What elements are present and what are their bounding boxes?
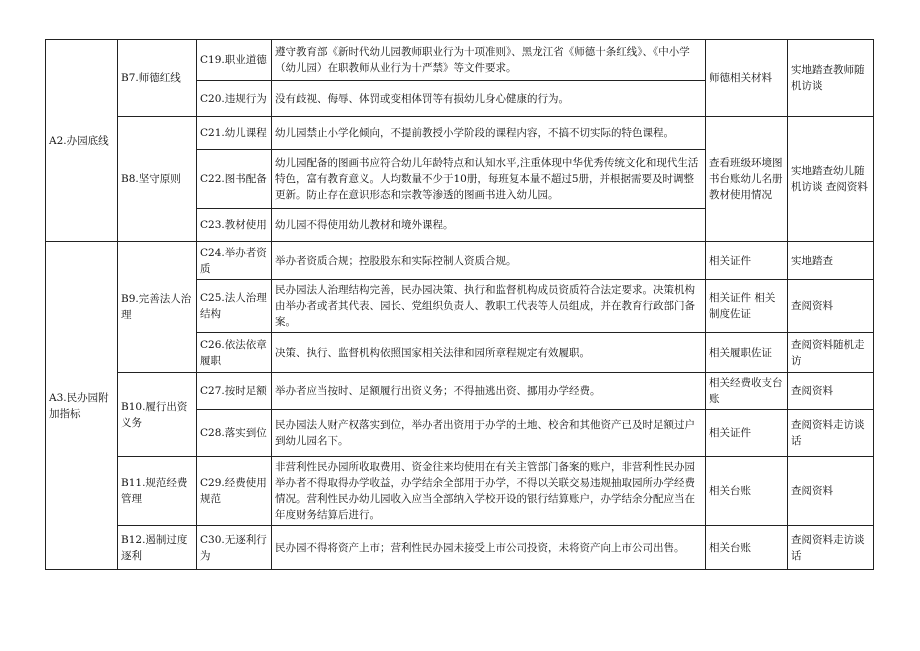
desc-c20: 没有歧视、侮辱、体罚或变相体罚等有损幼儿身心健康的行为。 (272, 81, 706, 117)
indicator-c23: C23.教材使用 (197, 209, 272, 242)
method-c25: 查阅资料 (788, 280, 874, 333)
method-b7: 实地踏查教师随机访谈 (788, 40, 874, 117)
desc-c26: 决策、执行、监督机构依照国家相关法律和园所章程规定有效履职。 (272, 333, 706, 373)
desc-c27: 举办者应当按时、足额履行出资义务；不得抽逃出资、挪用办学经费。 (272, 373, 706, 410)
material-c27: 相关经费收支台账 (706, 373, 788, 410)
table-row (46, 117, 874, 150)
desc-c25: 民办园法人治理结构完善，民办园决策、执行和监督机构成员资质符合法定要求。决策机构由举办者或者其代表、园长、党组织负责人、教职工代表等人员组成，并在教育行政部门备案。 (272, 280, 706, 333)
table-row (46, 373, 874, 410)
material-c24: 相关证件 (706, 242, 788, 280)
indicator-c25: C25.法人治理结构 (197, 280, 272, 333)
desc-c19: 遵守教育部《新时代幼儿园教师职业行为十项准则》、黑龙江省《师德十条红线》、《中小学（幼儿园）在职教师从业行为十严禁》等文件要求。 (272, 40, 706, 81)
material-c25: 相关证件 相关制度佐证 (706, 280, 788, 333)
table-row (46, 40, 874, 81)
desc-c23: 幼儿园不得使用幼儿教材和境外课程。 (272, 209, 706, 242)
table-row (46, 526, 874, 570)
indicator-c30: C30.无逐利行为 (197, 526, 272, 570)
material-c29: 相关台账 (706, 457, 788, 526)
table-row (46, 242, 874, 280)
table-row (46, 457, 874, 526)
desc-c29: 非营利性民办园所收取费用、资金往来均使用在有关主管部门备案的账户，非营利性民办园举办者不得取得办学收益，办学结余全部用于办学，不得以关联交易违规抽取园所办学经费情况。营利性民办幼儿园收入应当全部纳入学校开设的银行结算账户，办学结余分配应当在年度财务结算后进行。 (272, 457, 706, 526)
material-c28: 相关证件 (706, 410, 788, 457)
material-b7: 师德相关材料 (706, 40, 788, 117)
indicator-a2: A2.办园底线 (46, 40, 118, 242)
indicator-c28: C28.落实到位 (197, 410, 272, 457)
desc-c24: 举办者资质合规；控股股东和实际控制人资质合规。 (272, 242, 706, 280)
indicator-c27: C27.按时足额 (197, 373, 272, 410)
indicator-c19: C19.职业道德 (197, 40, 272, 81)
method-c28: 查阅资料走访谈话 (788, 410, 874, 457)
standards-table (45, 39, 874, 570)
material-c26: 相关履职佐证 (706, 333, 788, 373)
desc-c21: 幼儿园禁止小学化倾向，不提前教授小学阶段的课程内容，不搞不切实际的特色课程。 (272, 117, 706, 150)
indicator-c22: C22.图书配备 (197, 150, 272, 209)
method-c27: 查阅资料 (788, 373, 874, 410)
method-c30: 查阅资料走访谈话 (788, 526, 874, 570)
indicator-c29: C29.经费使用规范 (197, 457, 272, 526)
desc-c28: 民办园法人财产权落实到位，举办者出资用于办学的土地、校舍和其他资产已及时足额过户到幼儿园名下。 (272, 410, 706, 457)
method-c29: 查阅资料 (788, 457, 874, 526)
indicator-b7: B7.师德红线 (118, 40, 197, 117)
material-b8: 查看班级环境图书台账幼儿名册教材使用情况 (706, 117, 788, 242)
indicator-b9: B9.完善法人治理 (118, 242, 197, 373)
indicator-c20: C20.违规行为 (197, 81, 272, 117)
indicator-c26: C26.依法依章履职 (197, 333, 272, 373)
indicator-c21: C21.幼儿课程 (197, 117, 272, 150)
method-c26: 查阅资料随机走访 (788, 333, 874, 373)
desc-c22: 幼儿园配备的图画书应符合幼儿年龄特点和认知水平,注重体现中华优秀传统文化和现代生活特色，富有教育意义。人均数量不少于10册，每班复本量不超过5册，并根据需要及时调整更新。防止存在意识形态和宗教等渗透的图画书进入幼儿园。 (272, 150, 706, 209)
indicator-c24: C24.举办者资质 (197, 242, 272, 280)
indicator-b8: B8.坚守原则 (118, 117, 197, 242)
indicator-a3: A3.民办园附加指标 (46, 242, 118, 570)
material-c30: 相关台账 (706, 526, 788, 570)
method-c24: 实地踏查 (788, 242, 874, 280)
indicator-b10: B10.履行出资义务 (118, 373, 197, 457)
indicator-b11: B11.规范经费管理 (118, 457, 197, 526)
desc-c30: 民办园不得将资产上市；营利性民办园未接受上市公司投资，未将资产向上市公司出售。 (272, 526, 706, 570)
indicator-b12: B12.遏制过度逐利 (118, 526, 197, 570)
method-b8: 实地踏查幼儿随机访谈 查阅资料 (788, 117, 874, 242)
